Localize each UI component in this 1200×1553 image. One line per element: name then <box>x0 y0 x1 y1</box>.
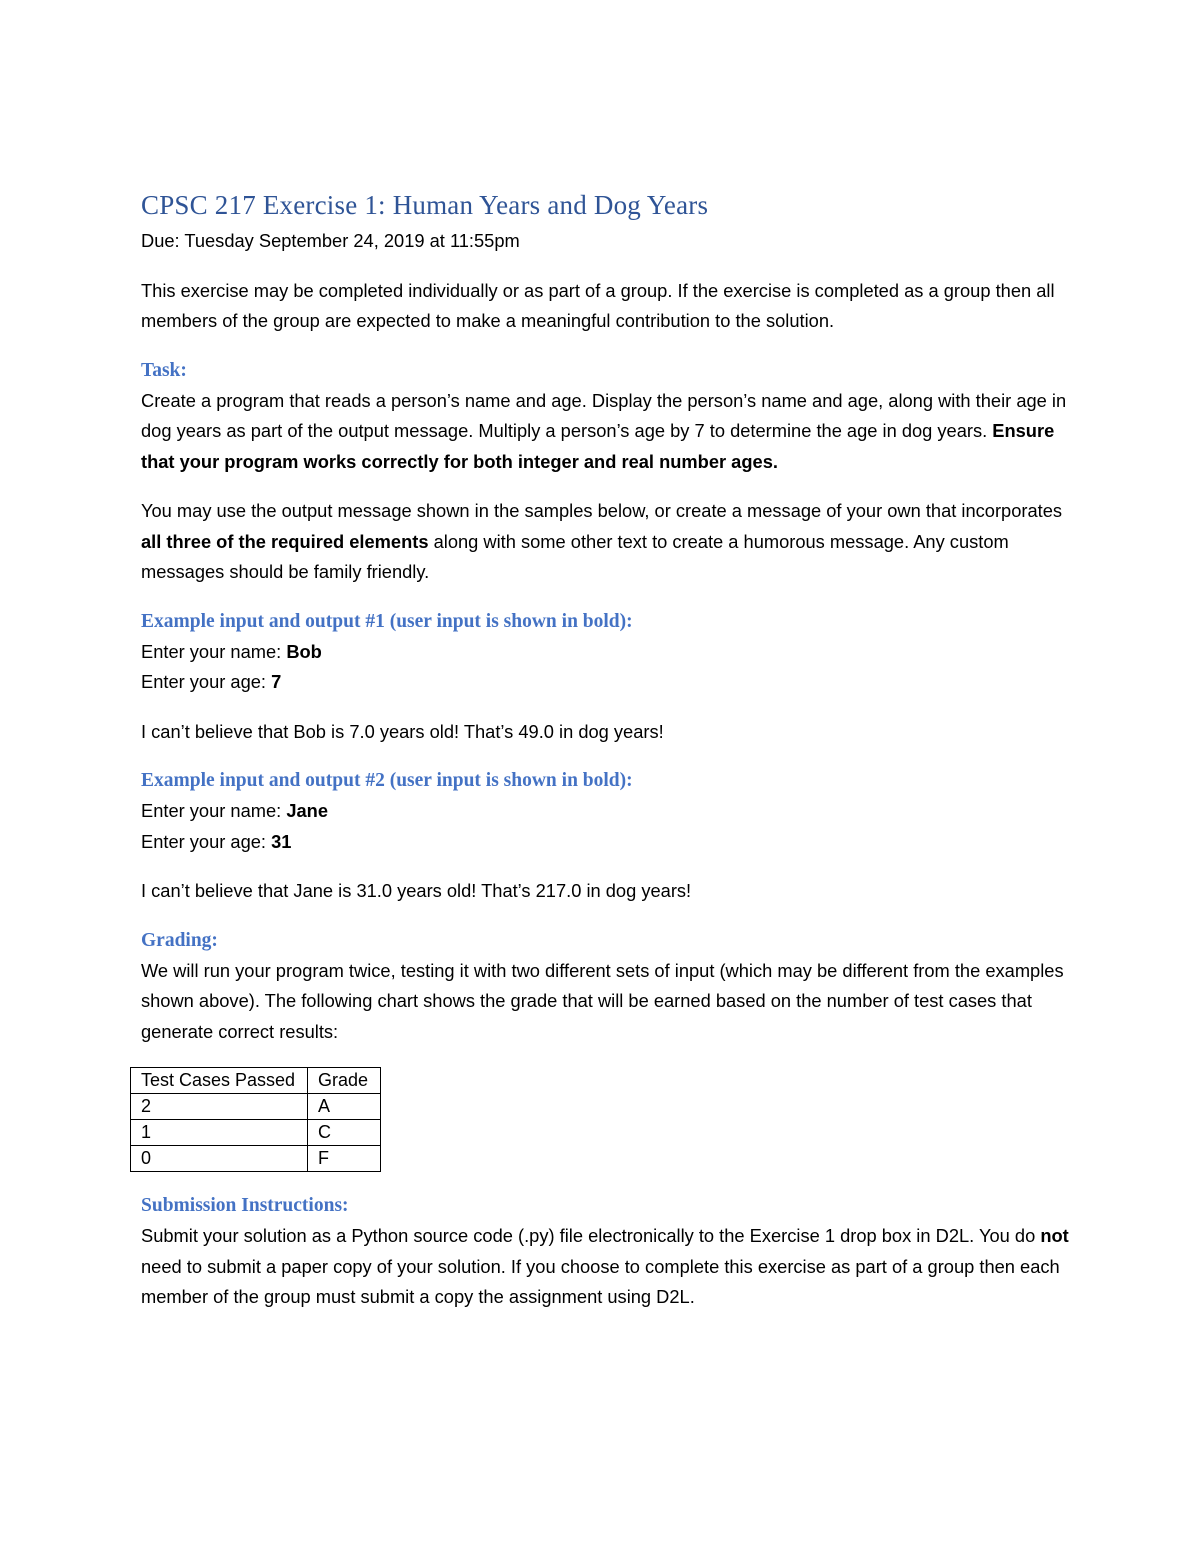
table-cell: 2 <box>131 1094 308 1120</box>
table-row <box>131 1146 381 1172</box>
example2-name-line <box>141 796 1071 827</box>
example1-age-value: 7 <box>271 671 282 692</box>
example1-output: I can’t believe that Bob is 7.0 years old! That’s 49.0 in dog years! <box>141 720 664 742</box>
table-row <box>131 1120 381 1146</box>
example2-output: I can’t believe that Jane is 31.0 years old! That’s 217.0 in dog years! <box>141 880 692 901</box>
grading-paragraph: We will run your program twice, testing it with two different sets of input (which may be different from the examples shown above). The following chart shows the grade that will be earned based on the number of test cases that generate correct results: <box>141 959 1064 1042</box>
table-cell: C <box>308 1120 381 1146</box>
example1-name-line <box>141 637 1071 668</box>
task-text: Create a program that reads a person’s name and age. Display the person’s name and age, along with their age in dog years as part of the output message. Multiply a person’s age by 7 to determine the age in dog years. <box>141 389 1067 441</box>
due-date: Due: Tuesday September 24, 2019 at 11:55pm <box>141 230 520 251</box>
table-cell: 0 <box>131 1146 308 1172</box>
task-heading: Task: <box>141 359 187 381</box>
example1-age-line <box>141 667 1071 698</box>
grading-heading: Grading: <box>141 929 218 951</box>
example2-name-value: Jane <box>286 800 328 821</box>
custom-bold: all three of the required elements <box>141 530 429 552</box>
example1-age-prompt: Enter your age: <box>141 671 272 692</box>
document-page <box>141 190 1071 1313</box>
task-bold-text: Ensure that your program works correctly for both integer and real number ages. <box>141 420 1055 472</box>
submission-paragraph <box>141 1221 1071 1313</box>
custom-pre: You may use the output message shown in the samples below, or create a message of your own that incorporates <box>141 500 1063 521</box>
table-header-row <box>131 1068 381 1094</box>
example2-age-line <box>141 827 1071 858</box>
example1-name-prompt: Enter your name: <box>141 640 287 662</box>
custom-message-paragraph <box>141 496 1071 588</box>
submission-pre: Submit your solution as a Python source code (.py) file electronically to the Exercise 1 drop box in D2L. You do <box>141 1225 1041 1246</box>
table-cell: F <box>308 1146 381 1172</box>
example1-heading: Example input and output #1 (user input is shown in bold): <box>141 610 633 632</box>
table-cell: A <box>308 1094 381 1120</box>
table-cell: 1 <box>131 1120 308 1146</box>
submission-heading: Submission Instructions: <box>141 1195 349 1216</box>
submission-post: need to submit a paper copy of your solution. If you choose to complete this exercise as part of a group then each member of the group must submit a copy the assignment using D2L. <box>141 1255 1060 1307</box>
example2-age-value: 31 <box>271 830 292 852</box>
example2-heading: Example input and output #2 (user input is shown in bold): <box>141 770 633 791</box>
page-title: CPSC 217 Exercise 1: Human Years and Dog Years <box>141 190 709 220</box>
submission-bold: not <box>1040 1225 1069 1246</box>
example2-name-prompt: Enter your name: <box>141 800 287 821</box>
table-header-cell: Test Cases Passed <box>131 1068 308 1094</box>
table-row <box>131 1094 381 1120</box>
intro-paragraph: This exercise may be completed individually or as part of a group. If the exercise is completed as a group then all members of the group are expected to make a meaningful contribution to the solution. <box>141 279 1055 331</box>
example1-name-value: Bob <box>286 640 322 662</box>
grading-table <box>130 1067 381 1172</box>
task-paragraph <box>141 386 1071 478</box>
table-header-cell: Grade <box>308 1068 381 1094</box>
custom-post: along with some other text to create a humorous message. Any custom messages should be family friendly. <box>141 530 1009 582</box>
example2-age-prompt: Enter your age: <box>141 830 272 852</box>
